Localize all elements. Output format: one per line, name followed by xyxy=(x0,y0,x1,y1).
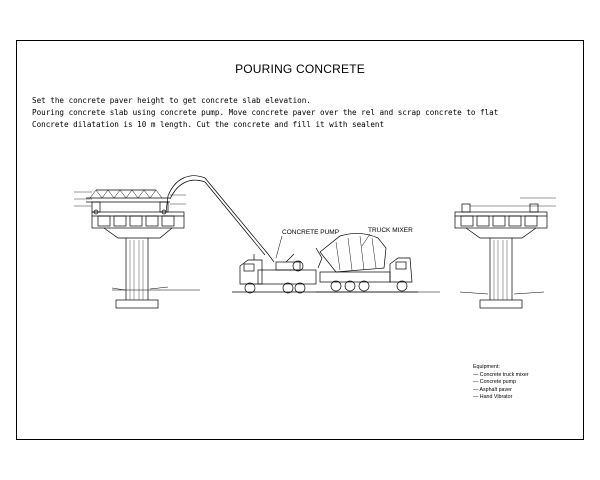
list-item: — Asphalt paver xyxy=(473,386,512,393)
equipment-heading: Equipment: xyxy=(473,364,500,370)
left-pier xyxy=(92,212,184,308)
equipment-list xyxy=(473,364,529,402)
list-item: — Hand Vibrator xyxy=(473,394,513,401)
list-item: — Concrete truck mixer xyxy=(473,371,529,378)
truck-mixer xyxy=(316,233,418,292)
drawing-title: POURING CONCRETE xyxy=(235,62,365,76)
concrete-pump-truck xyxy=(232,254,318,293)
note-line: Concrete dilatation is 10 m length. Cut the concrete and fill it with sealent xyxy=(32,120,385,129)
concrete-pump-label: CONCRETE PUMP xyxy=(282,229,340,236)
pump-boom xyxy=(166,176,274,262)
right-pier xyxy=(455,198,556,308)
list-item: — Concrete pump xyxy=(473,379,516,386)
note-line: Set the concrete paver height to get concrete slab elevation. xyxy=(32,96,311,105)
truck-mixer-label: TRUCK MIXER xyxy=(368,227,413,234)
note-line: Pouring concrete slab using concrete pump. Move concrete paver over the rel and scrap concrete to flat xyxy=(32,108,499,117)
